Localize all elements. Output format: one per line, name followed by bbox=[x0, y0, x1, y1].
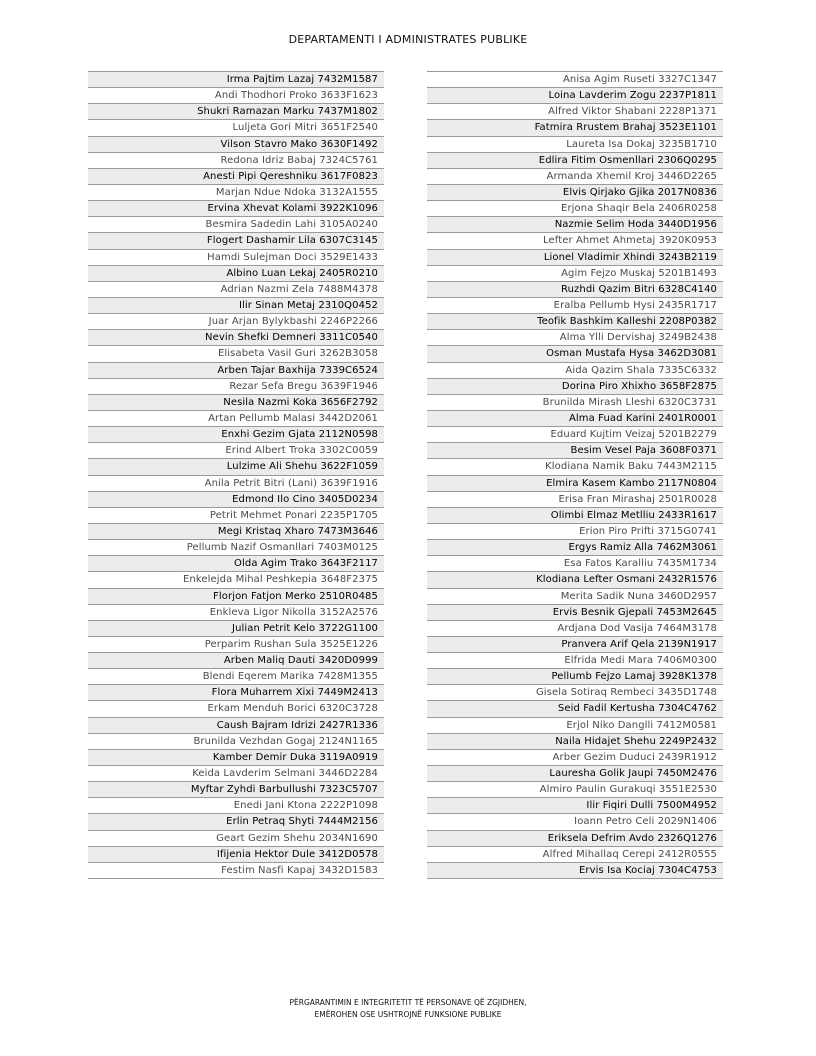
list-item: Dorina Piro Xhixho 3658F2875 bbox=[427, 378, 723, 394]
list-item: Adrian Nazmi Zela 7488M4378 bbox=[88, 281, 384, 297]
list-item: Teofik Bashkim Kalleshi 2208P0382 bbox=[427, 313, 723, 329]
list-item: Merita Sadik Nuna 3460D2957 bbox=[427, 588, 723, 604]
list-item: Nazmie Selim Hoda 3440D1956 bbox=[427, 216, 723, 232]
list-item: Alma Fuad Karini 2401R0001 bbox=[427, 410, 723, 426]
list-item: Alfred Mihallaq Cerepi 2412R0555 bbox=[427, 846, 723, 862]
list-item: Eduard Kujtim Veizaj 5201B2279 bbox=[427, 426, 723, 442]
list-item: Keida Lavderim Selmani 3446D2284 bbox=[88, 765, 384, 781]
list-item: Elfrida Medi Mara 7406M0300 bbox=[427, 652, 723, 668]
list-item: Erjol Niko Danglli 7412M0581 bbox=[427, 717, 723, 733]
list-item: Ruzhdi Qazim Bitri 6328C4140 bbox=[427, 281, 723, 297]
list-item: Juar Arjan Bylykbashi 2246P2266 bbox=[88, 313, 384, 329]
list-item: Vilson Stavro Mako 3630F1492 bbox=[88, 136, 384, 152]
list-item: Edmond Ilo Cino 3405D0234 bbox=[88, 491, 384, 507]
list-item: Erjona Shaqir Bela 2406R0258 bbox=[427, 200, 723, 216]
footer-line-1: PËRGARANTIMIN E INTEGRITETIT TË PERSONAVE QË ZGJIDHEN, bbox=[289, 998, 527, 1007]
list-item: Enxhi Gezim Gjata 2112N0598 bbox=[88, 426, 384, 442]
footer-line-2: EMËROHEN OSE USHTROJNË FUNKSIONE PUBLIKE bbox=[314, 1010, 502, 1019]
list-item: Florjon Fatjon Merko 2510R0485 bbox=[88, 588, 384, 604]
list-item: Lefter Ahmet Ahmetaj 3920K0953 bbox=[427, 232, 723, 248]
list-item: Luljeta Gori Mitri 3651F2540 bbox=[88, 119, 384, 135]
list-item: Aida Qazim Shala 7335C6332 bbox=[427, 362, 723, 378]
list-item: Naila Hidajet Shehu 2249P2432 bbox=[427, 733, 723, 749]
list-item: Myftar Zyhdi Barbullushi 7323C5707 bbox=[88, 781, 384, 797]
list-bottom-rule bbox=[88, 878, 384, 879]
list-item: Olda Agim Trako 3643F2117 bbox=[88, 555, 384, 571]
list-item: Enkelejda Mihal Peshkepia 3648F2375 bbox=[88, 571, 384, 587]
list-item: Ervina Xhevat Kolami 3922K1096 bbox=[88, 200, 384, 216]
list-item: Elvis Qirjako Gjika 2017N0836 bbox=[427, 184, 723, 200]
list-item: Marjan Ndue Ndoka 3132A1555 bbox=[88, 184, 384, 200]
list-item: Ervis Isa Kociaj 7304C4753 bbox=[427, 862, 723, 878]
list-item: Andi Thodhori Proko 3633F1623 bbox=[88, 87, 384, 103]
list-item: Lauresha Golik Jaupi 7450M2476 bbox=[427, 765, 723, 781]
list-item: Elisabeta Vasil Guri 3262B3058 bbox=[88, 345, 384, 361]
list-item: Agim Fejzo Muskaj 5201B1493 bbox=[427, 265, 723, 281]
list-item: Pranvera Arif Qela 2139N1917 bbox=[427, 636, 723, 652]
list-item: Redona Idriz Babaj 7324C5761 bbox=[88, 152, 384, 168]
list-item: Lulzime Ali Shehu 3622F1059 bbox=[88, 458, 384, 474]
list-item: Megi Kristaq Xharo 7473M3646 bbox=[88, 523, 384, 539]
list-item: Albino Luan Lekaj 2405R0210 bbox=[88, 265, 384, 281]
list-item: Enedi Jani Ktona 2222P1098 bbox=[88, 797, 384, 813]
list-bottom-rule bbox=[427, 878, 723, 879]
list-item: Besmira Sadedin Lahi 3105A0240 bbox=[88, 216, 384, 232]
list-item: Lionel Vladimir Xhindi 3243B2119 bbox=[427, 249, 723, 265]
list-item: Pellumb Fejzo Lamaj 3928K1378 bbox=[427, 668, 723, 684]
list-item: Laureta Isa Dokaj 3235B1710 bbox=[427, 136, 723, 152]
list-item: Flogert Dashamir Lila 6307C3145 bbox=[88, 232, 384, 248]
list-item: Ilir Sinan Metaj 2310Q0452 bbox=[88, 297, 384, 313]
list-item: Pellumb Nazif Osmanllari 7403M0125 bbox=[88, 539, 384, 555]
list-item: Rezar Sefa Bregu 3639F1946 bbox=[88, 378, 384, 394]
list-item: Erion Piro Prifti 3715G0741 bbox=[427, 523, 723, 539]
list-item: Artan Pellumb Malasi 3442D2061 bbox=[88, 410, 384, 426]
list-item: Arber Gezim Duduci 2439R1912 bbox=[427, 749, 723, 765]
list-item: Nesila Nazmi Koka 3656F2792 bbox=[88, 394, 384, 410]
list-item: Irma Pajtim Lazaj 7432M1587 bbox=[88, 71, 384, 87]
list-item: Arben Tajar Baxhija 7339C6524 bbox=[88, 362, 384, 378]
list-item: Anesti Pipi Qereshniku 3617F0823 bbox=[88, 168, 384, 184]
list-item: Fatmira Rrustem Brahaj 3523E1101 bbox=[427, 119, 723, 135]
left-name-list bbox=[88, 71, 384, 879]
list-item: Geart Gezim Shehu 2034N1690 bbox=[88, 830, 384, 846]
list-item: Enkleva Ligor Nikolla 3152A2576 bbox=[88, 604, 384, 620]
right-name-list bbox=[427, 71, 723, 879]
list-item: Elmira Kasem Kambo 2117N0804 bbox=[427, 475, 723, 491]
list-item: Armanda Xhemil Kroj 3446D2265 bbox=[427, 168, 723, 184]
list-item: Nevin Shefki Demneri 3311C0540 bbox=[88, 329, 384, 345]
list-item: Julian Petrit Kelo 3722G1100 bbox=[88, 620, 384, 636]
list-item: Edlira Fitim Osmenllari 2306Q0295 bbox=[427, 152, 723, 168]
list-item: Loina Lavderim Zogu 2237P1811 bbox=[427, 87, 723, 103]
list-item: Ergys Ramiz Alla 7462M3061 bbox=[427, 539, 723, 555]
list-item: Seid Fadil Kertusha 7304C4762 bbox=[427, 700, 723, 716]
list-item: Esa Fatos Karalliu 7435M1734 bbox=[427, 555, 723, 571]
list-item: Ervis Besnik Gjepali 7453M2645 bbox=[427, 604, 723, 620]
list-item: Brunilda Vezhdan Gogaj 2124N1165 bbox=[88, 733, 384, 749]
list-item: Eralba Pellumb Hysi 2435R1717 bbox=[427, 297, 723, 313]
list-item: Anisa Agim Ruseti 3327C1347 bbox=[427, 71, 723, 87]
list-item: Petrit Mehmet Ponari 2235P1705 bbox=[88, 507, 384, 523]
list-item: Erisa Fran Mirashaj 2501R0028 bbox=[427, 491, 723, 507]
list-item: Ioann Petro Celi 2029N1406 bbox=[427, 813, 723, 829]
list-item: Almiro Paulin Gurakuqi 3551E2530 bbox=[427, 781, 723, 797]
list-item: Ardjana Dod Vasija 7464M3178 bbox=[427, 620, 723, 636]
list-item: Alma Ylli Dervishaj 3249B2438 bbox=[427, 329, 723, 345]
list-item: Osman Mustafa Hysa 3462D3081 bbox=[427, 345, 723, 361]
list-item: Ifijenia Hektor Dule 3412D0578 bbox=[88, 846, 384, 862]
list-item: Shukri Ramazan Marku 7437M1802 bbox=[88, 103, 384, 119]
list-item: Anila Petrit Bitri (Lani) 3639F1916 bbox=[88, 475, 384, 491]
list-item: Caush Bajram Idrizi 2427R1336 bbox=[88, 717, 384, 733]
list-item: Eriksela Defrim Avdo 2326Q1276 bbox=[427, 830, 723, 846]
list-item: Arben Maliq Dauti 3420D0999 bbox=[88, 652, 384, 668]
list-item: Olimbi Elmaz Metlliu 2433R1617 bbox=[427, 507, 723, 523]
list-item: Blendi Eqerem Marika 7428M1355 bbox=[88, 668, 384, 684]
list-item: Besim Vesel Paja 3608F0371 bbox=[427, 442, 723, 458]
list-item: Alfred Viktor Shabani 2228P1371 bbox=[427, 103, 723, 119]
list-item: Erind Albert Troka 3302C0059 bbox=[88, 442, 384, 458]
list-item: Erkam Menduh Borici 6320C3728 bbox=[88, 700, 384, 716]
list-item: Gisela Sotiraq Rembeci 3435D1748 bbox=[427, 684, 723, 700]
list-item: Flora Muharrem Xixi 7449M2413 bbox=[88, 684, 384, 700]
footer bbox=[0, 997, 816, 1021]
list-item: Perparim Rushan Sula 3525E1226 bbox=[88, 636, 384, 652]
page-title: DEPARTAMENTI I ADMINISTRATES PUBLIKE bbox=[288, 33, 528, 46]
list-item: Erlin Petraq Shyti 7444M2156 bbox=[88, 813, 384, 829]
list-item: Festim Nasfi Kapaj 3432D1583 bbox=[88, 862, 384, 878]
list-item: Brunilda Mirash Lleshi 6320C3731 bbox=[427, 394, 723, 410]
list-item: Klodiana Lefter Osmani 2432R1576 bbox=[427, 571, 723, 587]
list-item: Kamber Demir Duka 3119A0919 bbox=[88, 749, 384, 765]
list-item: Klodiana Namik Baku 7443M2115 bbox=[427, 458, 723, 474]
list-item: Ilir Fiqiri Dulli 7500M4952 bbox=[427, 797, 723, 813]
list-item: Hamdi Sulejman Doci 3529E1433 bbox=[88, 249, 384, 265]
